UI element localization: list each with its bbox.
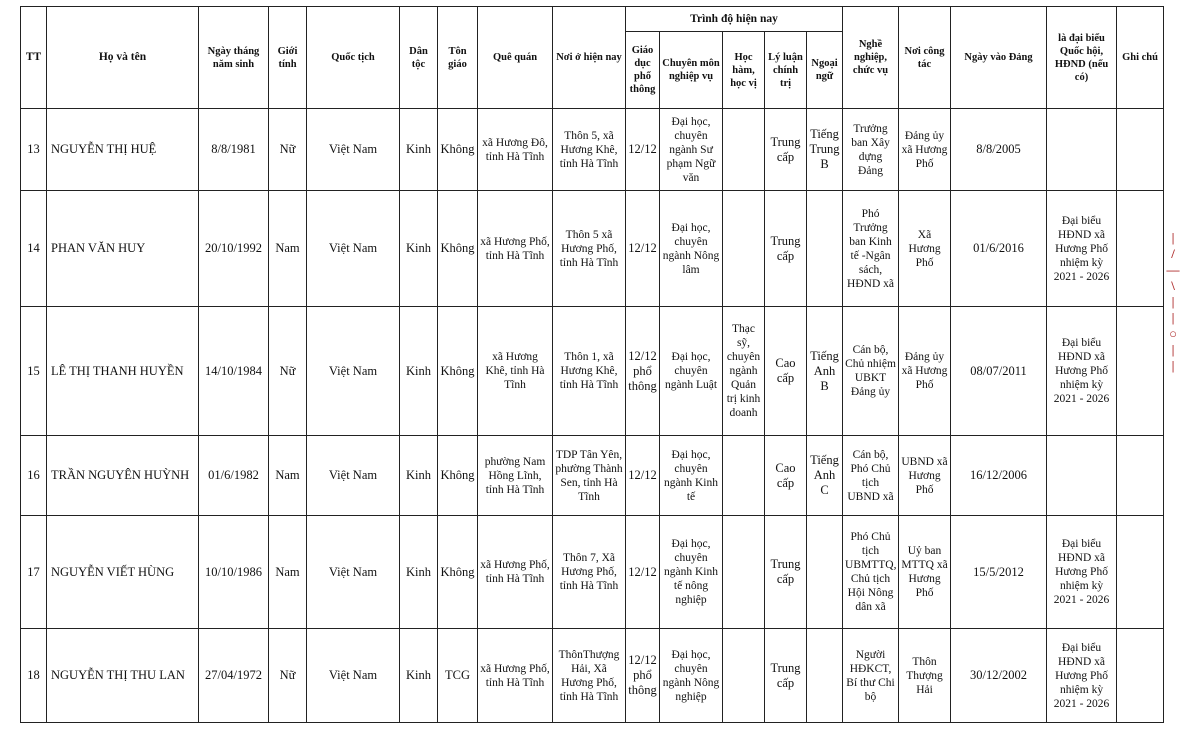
cell-degree	[723, 516, 765, 629]
header-chuyen-mon: Chuyên môn nghiệp vụ	[660, 32, 723, 109]
header-hoc-ham: Học hàm, học vị	[723, 32, 765, 109]
cell-hometown: xã Hương Đô, tỉnh Hà Tĩnh	[478, 109, 553, 191]
cell-language: Tiếng Trung B	[807, 109, 843, 191]
cell-delegate	[1047, 436, 1117, 516]
cell-residence: Thôn 1, xã Hương Khê, tỉnh Hà Tĩnh	[553, 307, 626, 436]
cell-note	[1117, 307, 1164, 436]
margin-stamp: | / — \ | | ○ | |	[1166, 230, 1180, 373]
cell-hometown: xã Hương Phố, tỉnh Hà Tĩnh	[478, 191, 553, 307]
header-ton-giao: Tôn giáo	[438, 7, 478, 109]
cell-residence: Thôn 5 xã Hương Phố, tỉnh Hà Tĩnh	[553, 191, 626, 307]
cell-workplace: Xã Hương Phố	[899, 191, 951, 307]
cell-edu: 12/12	[626, 516, 660, 629]
cell-edu: 12/12 phổ thông	[626, 307, 660, 436]
cell-workplace: Thôn Thượng Hải	[899, 629, 951, 723]
header-giao-duc: Giáo dục phổ thông	[626, 32, 660, 109]
header-noi-o: Nơi ở hiện nay	[553, 7, 626, 109]
cell-religion: Không	[438, 109, 478, 191]
cell-residence: Thôn 5, xã Hương Khê, tỉnh Hà Tĩnh	[553, 109, 626, 191]
cell-politics: Trung cấp	[765, 629, 807, 723]
cell-workplace: UBND xã Hương Phố	[899, 436, 951, 516]
cell-delegate: Đại biểu HĐND xã Hương Phố nhiệm kỳ 2021 - 2026	[1047, 516, 1117, 629]
cell-language	[807, 191, 843, 307]
cell-dob: 10/10/1986	[199, 516, 269, 629]
cell-name: NGUYỄN VIẾT HÙNG	[47, 516, 199, 629]
cell-party-date: 15/5/2012	[951, 516, 1047, 629]
header-dan-toc: Dân tộc	[400, 7, 438, 109]
cell-delegate: Đại biểu HĐND xã Hương Phố nhiệm kỳ 2021 - 2026	[1047, 629, 1117, 723]
cell-major: Đại học, chuyên ngành Nông nghiệp	[660, 629, 723, 723]
cell-gender: Nữ	[269, 307, 307, 436]
cell-nationality: Việt Nam	[307, 109, 400, 191]
header-quoc-tich: Quốc tịch	[307, 7, 400, 109]
cell-note	[1117, 191, 1164, 307]
cell-ethnic: Kinh	[400, 516, 438, 629]
header-ngoai-ngu: Ngoại ngữ	[807, 32, 843, 109]
cell-position: Cán bộ, Phó Chủ tịch UBND xã	[843, 436, 899, 516]
cell-delegate: Đại biểu HĐND xã Hương Phố nhiệm kỳ 2021 - 2026	[1047, 307, 1117, 436]
cell-religion: Không	[438, 436, 478, 516]
cell-name: LÊ THỊ THANH HUYỀN	[47, 307, 199, 436]
header-noi-cong-tac: Nơi công tác	[899, 7, 951, 109]
header-gioi-tinh: Giới tính	[269, 7, 307, 109]
header-ghi-chu: Ghi chú	[1117, 7, 1164, 109]
header-nghe-nghiep: Nghề nghiệp, chức vụ	[843, 7, 899, 109]
cell-dob: 14/10/1984	[199, 307, 269, 436]
cell-workplace: Uỷ ban MTTQ xã Hương Phố	[899, 516, 951, 629]
cell-hometown: xã Hương Khê, tỉnh Hà Tĩnh	[478, 307, 553, 436]
cell-nationality: Việt Nam	[307, 436, 400, 516]
cell-major: Đại học, chuyên ngành Luật	[660, 307, 723, 436]
cell-dob: 01/6/1982	[199, 436, 269, 516]
cell-degree	[723, 629, 765, 723]
table-row	[21, 516, 1164, 629]
table-row	[21, 191, 1164, 307]
table-row	[21, 629, 1164, 723]
cell-position: Phó Chủ tịch UBMTTQ, Chủ tịch Hội Nông dân xã	[843, 516, 899, 629]
cell-nationality: Việt Nam	[307, 191, 400, 307]
cell-dob: 20/10/1992	[199, 191, 269, 307]
cell-tt: 17	[21, 516, 47, 629]
header-dai-bieu: là đại biểu Quốc hội, HĐND (nếu có)	[1047, 7, 1117, 109]
cell-party-date: 30/12/2002	[951, 629, 1047, 723]
header-ly-luan: Lý luận chính trị	[765, 32, 807, 109]
cell-note	[1117, 516, 1164, 629]
cell-hometown: xã Hương Phố, tỉnh Hà Tĩnh	[478, 516, 553, 629]
cell-gender: Nam	[269, 516, 307, 629]
cell-degree: Thạc sỹ, chuyên ngành Quản trị kinh doanh	[723, 307, 765, 436]
cell-name: TRẦN NGUYÊN HUỲNH	[47, 436, 199, 516]
cell-party-date: 8/8/2005	[951, 109, 1047, 191]
cell-ethnic: Kinh	[400, 436, 438, 516]
cell-religion: TCG	[438, 629, 478, 723]
cell-edu: 12/12	[626, 191, 660, 307]
cell-party-date: 08/07/2011	[951, 307, 1047, 436]
cell-religion: Không	[438, 191, 478, 307]
cell-dob: 8/8/1981	[199, 109, 269, 191]
cell-degree	[723, 191, 765, 307]
cell-politics: Cao cấp	[765, 307, 807, 436]
cell-degree	[723, 109, 765, 191]
header-ho-ten: Họ và tên	[47, 7, 199, 109]
cell-ethnic: Kinh	[400, 191, 438, 307]
cell-politics: Trung cấp	[765, 109, 807, 191]
header-trinh-do: Trình độ hiện nay	[626, 7, 843, 32]
cell-delegate: Đại biểu HĐND xã Hương Phố nhiệm kỳ 2021 - 2026	[1047, 191, 1117, 307]
cell-ethnic: Kinh	[400, 109, 438, 191]
cell-nationality: Việt Nam	[307, 307, 400, 436]
cell-language: Tiếng Anh B	[807, 307, 843, 436]
cell-position: Người HĐKCT, Bí thư Chi bộ	[843, 629, 899, 723]
cell-gender: Nữ	[269, 629, 307, 723]
header-ngay-sinh: Ngày tháng năm sinh	[199, 7, 269, 109]
cell-politics: Cao cấp	[765, 436, 807, 516]
cell-note	[1117, 436, 1164, 516]
cell-note	[1117, 629, 1164, 723]
cell-tt: 16	[21, 436, 47, 516]
cell-gender: Nam	[269, 436, 307, 516]
cell-language	[807, 629, 843, 723]
cell-workplace: Đảng ủy xã Hương Phố	[899, 307, 951, 436]
cell-major: Đại học, chuyên ngành Kinh tế nông nghiệp	[660, 516, 723, 629]
cell-tt: 15	[21, 307, 47, 436]
cell-major: Đại học, chuyên ngành Kinh tế	[660, 436, 723, 516]
cell-residence: ThônThượng Hải, Xã Hương Phố, tỉnh Hà Tĩnh	[553, 629, 626, 723]
cell-politics: Trung cấp	[765, 516, 807, 629]
cell-residence: Thôn 7, Xã Hương Phố, tỉnh Hà Tĩnh	[553, 516, 626, 629]
cell-politics: Trung cấp	[765, 191, 807, 307]
cell-major: Đại học, chuyên ngành Nông lâm	[660, 191, 723, 307]
cell-religion: Không	[438, 516, 478, 629]
cell-name: NGUYỄN THỊ THU LAN	[47, 629, 199, 723]
cell-tt: 14	[21, 191, 47, 307]
table-row	[21, 109, 1164, 191]
cell-gender: Nam	[269, 191, 307, 307]
table-row	[21, 436, 1164, 516]
cell-religion: Không	[438, 307, 478, 436]
cell-nationality: Việt Nam	[307, 516, 400, 629]
cell-edu: 12/12	[626, 109, 660, 191]
cell-delegate	[1047, 109, 1117, 191]
table-row	[21, 307, 1164, 436]
header-ngay-vao-dang: Ngày vào Đảng	[951, 7, 1047, 109]
cell-ethnic: Kinh	[400, 629, 438, 723]
cell-tt: 13	[21, 109, 47, 191]
cell-residence: TDP Tân Yên, phường Thành Sen, tỉnh Hà Tĩnh	[553, 436, 626, 516]
candidate-list-sheet	[20, 6, 1163, 723]
cell-workplace: Đảng ủy xã Hương Phố	[899, 109, 951, 191]
cell-hometown: xã Hương Phố, tỉnh Hà Tĩnh	[478, 629, 553, 723]
cell-party-date: 01/6/2016	[951, 191, 1047, 307]
cell-edu: 12/12 phổ thông	[626, 629, 660, 723]
cell-language	[807, 516, 843, 629]
cell-gender: Nữ	[269, 109, 307, 191]
cell-edu: 12/12	[626, 436, 660, 516]
cell-position: Trưởng ban Xây dựng Đảng	[843, 109, 899, 191]
cell-ethnic: Kinh	[400, 307, 438, 436]
cell-nationality: Việt Nam	[307, 629, 400, 723]
cell-degree	[723, 436, 765, 516]
cell-hometown: phường Nam Hồng Lĩnh, tỉnh Hà Tĩnh	[478, 436, 553, 516]
header-que-quan: Quê quán	[478, 7, 553, 109]
header-tt: TT	[21, 7, 47, 109]
cell-name: PHAN VĂN HUY	[47, 191, 199, 307]
cell-note	[1117, 109, 1164, 191]
cell-tt: 18	[21, 629, 47, 723]
candidate-table	[20, 6, 1164, 723]
cell-dob: 27/04/1972	[199, 629, 269, 723]
cell-language: Tiếng Anh C	[807, 436, 843, 516]
cell-party-date: 16/12/2006	[951, 436, 1047, 516]
cell-position: Phó Trưởng ban Kinh tế -Ngân sách, HĐND xã	[843, 191, 899, 307]
cell-name: NGUYỄN THỊ HUỆ	[47, 109, 199, 191]
cell-position: Cán bộ, Chủ nhiệm UBKT Đảng ủy	[843, 307, 899, 436]
cell-major: Đại học, chuyên ngành Sư phạm Ngữ văn	[660, 109, 723, 191]
